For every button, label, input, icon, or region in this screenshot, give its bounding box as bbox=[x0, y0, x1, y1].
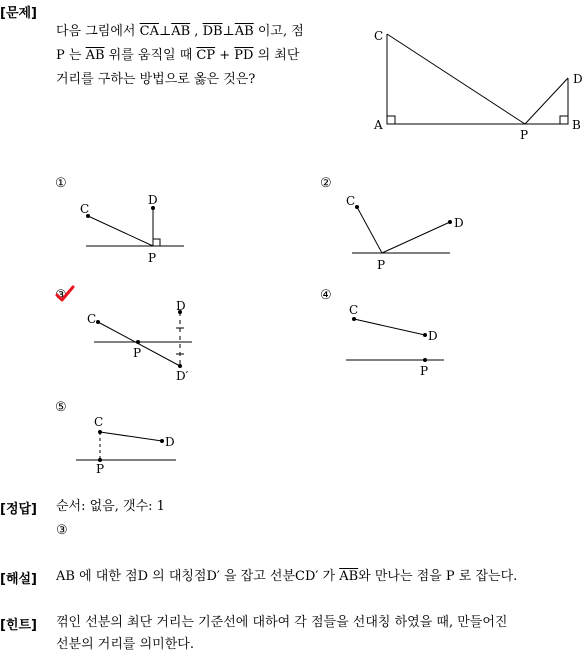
point-d-prime bbox=[178, 364, 182, 368]
label-c: C bbox=[346, 194, 356, 208]
explanation-text: AB 에 대한 점D 의 대칭점D′ 을 잡고 선분CD′ 가 $\overline{AB}$와 만나는 점을 P 로 잡는다. bbox=[56, 569, 518, 584]
problem-line-1: 다음 그림에서 $\overline{CA}\perp\overline{AB}$ , $\overline{DB}\perp\overline{AB}$ 이고, 점 bbox=[56, 24, 304, 39]
point-p bbox=[423, 358, 427, 362]
label-p: P bbox=[377, 258, 386, 270]
label-p: P bbox=[133, 346, 142, 360]
label-a: A bbox=[374, 118, 383, 132]
point-c bbox=[352, 317, 356, 321]
label-d-prime: D′ bbox=[176, 369, 189, 383]
segment-pd bbox=[382, 222, 450, 253]
label-d: D bbox=[428, 329, 438, 343]
label-p: P bbox=[420, 364, 429, 378]
right-angle-a bbox=[387, 116, 395, 124]
segment-pd bbox=[525, 78, 568, 124]
option-4-number: ④ bbox=[320, 288, 332, 303]
checkmark-icon bbox=[54, 284, 76, 304]
option-2-number: ② bbox=[320, 176, 332, 191]
label-b: B bbox=[572, 118, 581, 132]
point-c bbox=[96, 320, 100, 324]
hint-tag: [힌트] bbox=[0, 618, 37, 633]
point-p bbox=[136, 340, 140, 344]
right-angle bbox=[153, 239, 160, 246]
answer-tag: [정답] bbox=[0, 502, 37, 517]
segment-cd bbox=[354, 319, 425, 335]
hint-line-2: 선분의 거리를 의미한다. bbox=[56, 637, 194, 652]
option-3-figure bbox=[78, 298, 208, 388]
label-d: D bbox=[148, 193, 158, 207]
label-p: P bbox=[96, 462, 105, 475]
point-c bbox=[98, 430, 102, 434]
label-c: C bbox=[374, 29, 384, 43]
label-c: C bbox=[94, 415, 104, 429]
segment-cp bbox=[357, 207, 382, 253]
option-5-figure bbox=[74, 410, 194, 475]
segment-cp bbox=[88, 216, 153, 246]
option-5-number: ⑤ bbox=[55, 400, 67, 415]
problem-line-2: P 는 $\overline{AB}$ 위를 움직일 때 $\overline{CP} + \overline{PD}$ 의 최단 bbox=[56, 48, 300, 63]
problem-line-3: 거리를 구하는 방법으로 옳은 것은? bbox=[56, 72, 256, 87]
option-1-figure bbox=[78, 190, 188, 270]
label-c: C bbox=[87, 312, 97, 326]
label-d: D bbox=[573, 72, 583, 86]
segment-cd bbox=[100, 432, 162, 441]
hint-line-1: 꺾인 선분의 최단 거리는 기준선에 대하여 각 점들을 선대칭 하였을 때, 만들어진 bbox=[56, 615, 508, 630]
segment-cp bbox=[387, 34, 525, 124]
label-p: P bbox=[148, 251, 157, 265]
right-angle-b bbox=[560, 116, 568, 124]
problem-text bbox=[56, 22, 356, 90]
answer-line-2: ③ bbox=[56, 523, 68, 538]
option-4-figure bbox=[340, 298, 460, 378]
main-figure bbox=[360, 20, 588, 150]
problem-tag: [문제] bbox=[0, 6, 37, 21]
explanation-tag: [해설] bbox=[0, 572, 37, 587]
point-d bbox=[448, 220, 452, 224]
label-d: D bbox=[454, 216, 464, 230]
option-1-number: ① bbox=[55, 176, 67, 191]
option-2-figure bbox=[340, 190, 470, 270]
label-d: D bbox=[176, 299, 186, 313]
option-3-number: ③ bbox=[55, 288, 67, 303]
label-d: D bbox=[165, 435, 175, 449]
label-c: C bbox=[349, 303, 359, 317]
label-c: C bbox=[80, 202, 90, 216]
point-d bbox=[160, 439, 164, 443]
label-p: P bbox=[520, 128, 529, 142]
answer-line-1: 순서: 없음, 갯수: 1 bbox=[56, 499, 165, 514]
point-c bbox=[355, 205, 359, 209]
point-d bbox=[423, 333, 427, 337]
